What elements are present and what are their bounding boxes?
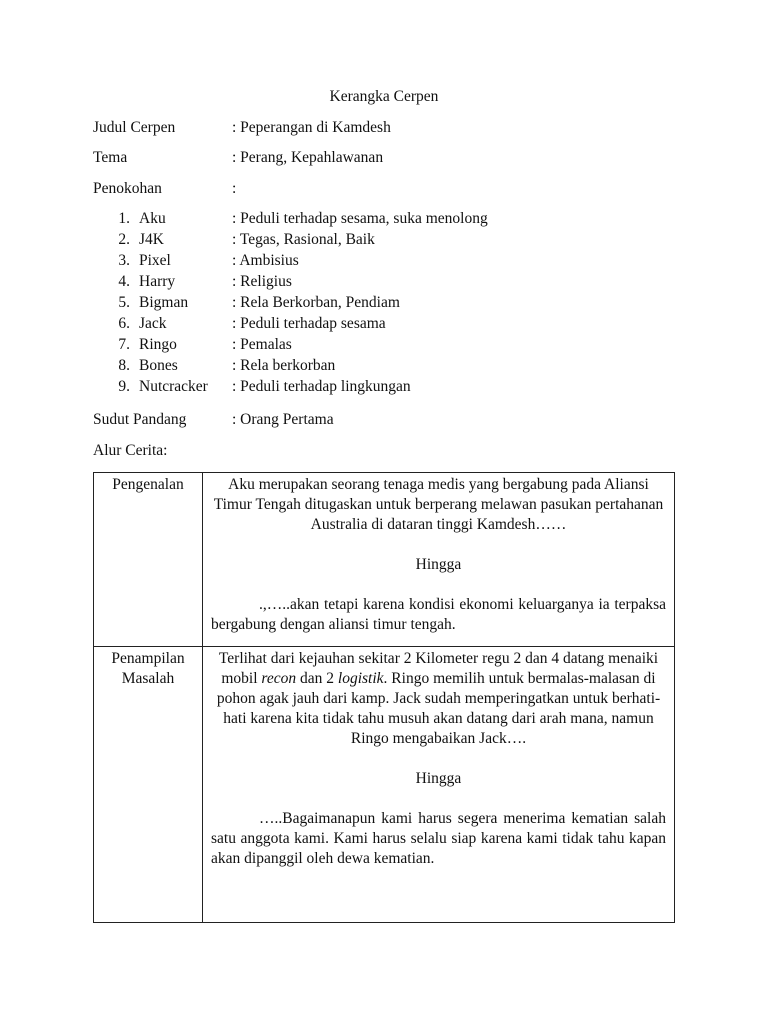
stage-label: Masalah [121, 670, 175, 687]
character-name: J4K [139, 231, 164, 248]
content-cell [203, 647, 675, 923]
character-name: Nutcracker [139, 378, 208, 395]
character-name: Bigman [139, 294, 189, 311]
document-title: Kerangka Cerpen [329, 88, 439, 105]
list-number: 9. [118, 378, 130, 395]
content-cell [203, 473, 675, 647]
field-value: : Peperangan di Kamdesh [232, 119, 391, 136]
italic-term: recon [261, 670, 297, 687]
field-value: : [232, 180, 237, 197]
list-number: 8. [118, 357, 130, 374]
character-trait: : Peduli terhadap sesama [232, 315, 386, 332]
character-trait: : Rela Berkorban, Pendiam [232, 294, 400, 311]
list-number: 7. [118, 336, 130, 353]
list-number: 3. [118, 252, 130, 269]
stage-cell [94, 473, 203, 647]
stage-label: Penampilan [111, 650, 185, 667]
character-trait: : Rela berkorban [232, 357, 336, 374]
field-label: Sudut Pandang [93, 411, 187, 428]
field-label: Tema [93, 149, 128, 166]
list-number: 6. [118, 315, 130, 332]
character-name: Pixel [139, 252, 171, 269]
italic-term: logistik [337, 670, 384, 687]
stage-cell [94, 647, 203, 923]
character-name: Harry [139, 273, 176, 290]
character-trait: : Peduli terhadap sesama, suka menolong [232, 210, 488, 227]
character-name: Ringo [139, 336, 177, 353]
stage-label: Pengenalan [112, 476, 184, 493]
paragraph: .,…..akan tetapi karena kondisi ekonomi keluarganya ia terpaksa bergabung dengan aliansi timur tengah. [211, 596, 666, 633]
character-trait: : Tegas, Rasional, Baik [232, 231, 375, 248]
text-run: . Ringo memilih untuk bermalas-malasan di pohon agak jauh dari kamp. Jack sudah memperingatkan untuk berhati-hati karena kita tidak tahu musuh akan datang dari arah mana, namun Ringo mengabaikan Jack…. [216, 670, 661, 747]
hingga-text: Hingga [415, 556, 462, 573]
list-number: 1. [118, 210, 130, 227]
field-value: : Perang, Kepahlawanan [232, 149, 384, 166]
paragraph: Aku merupakan seorang tenaga medis yang bergabung pada Aliansi Timur Tengah ditugaskan untuk berperang melawan pasukan pertahanan Australia di dataran tinggi Kamdesh…… [213, 476, 664, 533]
character-name: Aku [139, 210, 166, 227]
character-name: Bones [139, 357, 178, 374]
text-run: dan 2 [296, 670, 338, 687]
list-number: 4. [118, 273, 130, 290]
character-trait: : Ambisius [232, 252, 299, 269]
field-value: : Orang Pertama [232, 411, 334, 428]
list-number: 2. [118, 231, 130, 248]
field-label: Judul Cerpen [93, 119, 176, 136]
table-row [94, 647, 675, 923]
character-trait: : Pemalas [232, 336, 292, 353]
character-trait: : Religius [232, 273, 292, 290]
field-label: Penokohan [93, 180, 162, 197]
hingga-text: Hingga [415, 770, 462, 787]
paragraph [211, 649, 666, 749]
field-label: Alur Cerita: [93, 442, 168, 459]
text-run: Terlihat dari kejauhan sekitar 2 Kilometer regu 2 dan 4 datang menaiki mobil [218, 650, 659, 687]
character-trait: : Peduli terhadap lingkungan [232, 378, 411, 395]
plot-table [93, 472, 675, 923]
table-row [94, 473, 675, 647]
paragraph: …..Bagaimanapun kami harus segera menerima kematian salah satu anggota kami. Kami harus selalu siap karena kami tidak tahu kapan akan dipanggil oleh dewa kematian. [211, 810, 666, 867]
character-name: Jack [139, 315, 167, 332]
list-number: 5. [118, 294, 130, 311]
